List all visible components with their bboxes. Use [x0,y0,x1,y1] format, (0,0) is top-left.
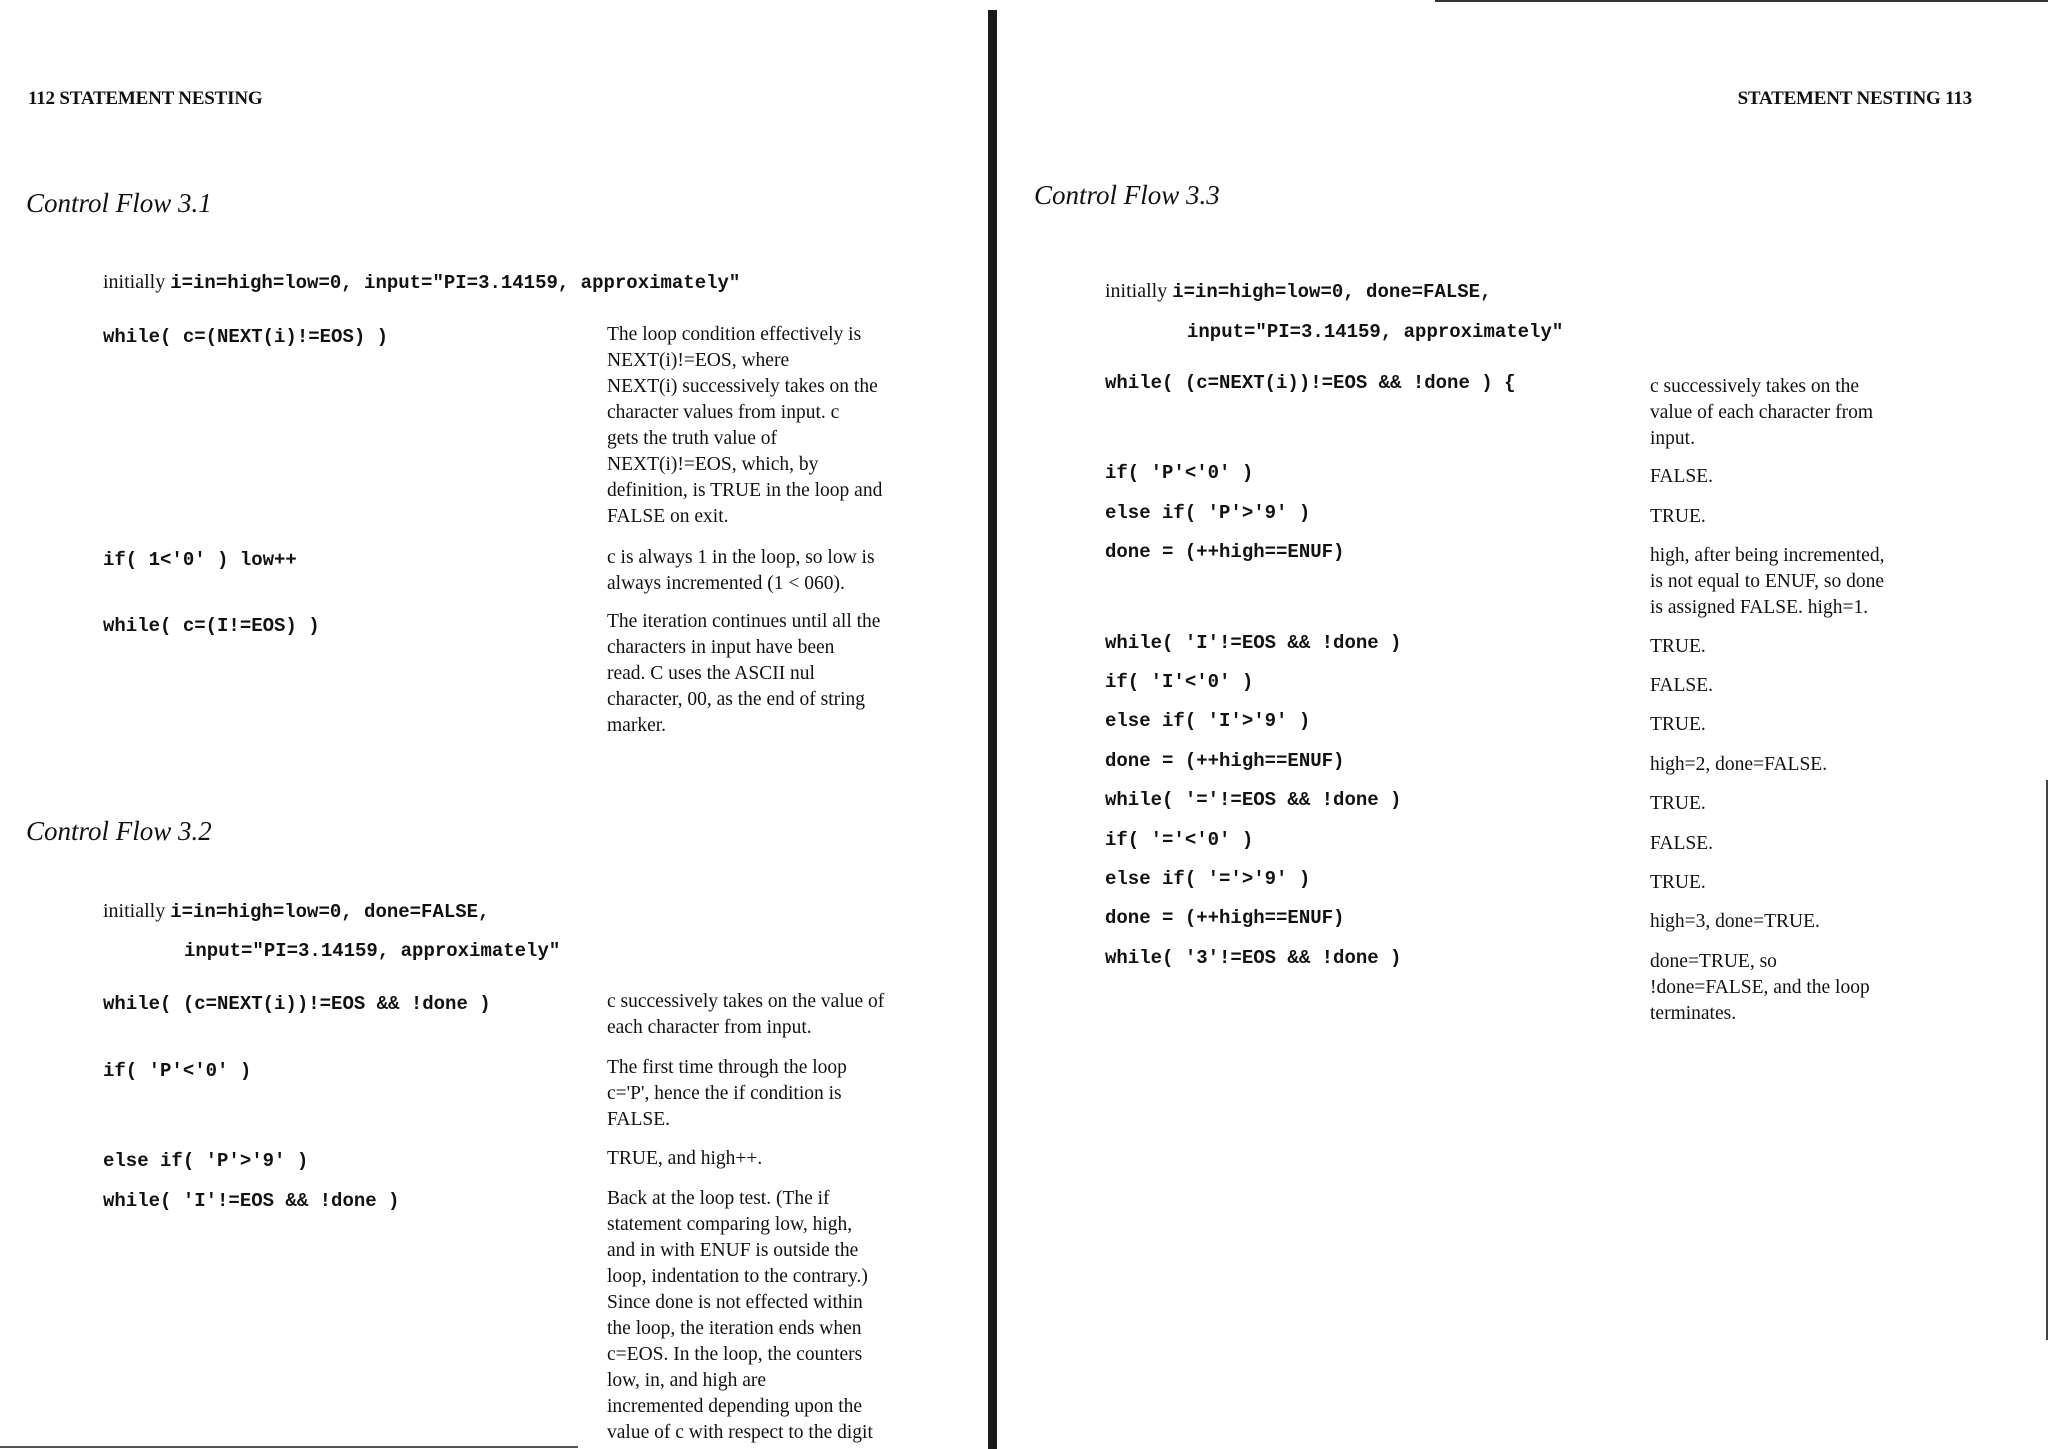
cf32-init-code: i=in=high=low=0, done=FALSE, [170,901,490,923]
cf33-code-line: done = (++high==ENUF) [1105,541,1345,563]
cf33-code-line: else if( 'P'>'9' ) [1105,502,1311,524]
cf32-annotation: Back at the loop test. (The if statement comparing low, high, and in with ENUF is outside the loop, indentation to the contrary.) Since done is not effected within the loop, the iteration ends when c=EOS. In the loop, the counters low, in, and high are incremented depending upon the value of c with respect to the digit [607,1188,873,1443]
cf32-annotation: c successively takes on the value of each character from input. [607,991,885,1038]
cf33-code-line: if( 'I'<'0' ) [1105,671,1254,693]
cf31-code-line: while( c=(I!=EOS) ) [103,615,320,637]
control-flow-3-1-title: Control Flow 3.1 [26,188,212,218]
cf33-code-line: while( '3'!=EOS && !done ) [1105,947,1402,969]
cf31-code-line: if( 1<'0' ) low++ [103,549,297,571]
cf31-annotation: c is always 1 in the loop, so low is always incremented (1 < 060). [607,547,875,594]
running-header-right: STATEMENT NESTING 113 [1737,88,1972,109]
cf33-annotation: TRUE. [1650,506,1706,527]
right-page [1000,0,2048,1449]
cf33-code-line: done = (++high==ENUF) [1105,907,1345,929]
cf33-annotation: TRUE. [1650,793,1706,814]
cf32-annotation: TRUE, and high++. [607,1148,763,1169]
book-gutter [988,10,997,1449]
cf33-initial-conditions [1105,280,1491,303]
cf33-code-line: done = (++high==ENUF) [1105,750,1345,772]
cf32-init-word: initially [103,900,171,922]
cf33-annotation: FALSE. [1650,466,1714,487]
cf32-annotation: The first time through the loop c='P', hence the if condition is FALSE. [607,1057,847,1130]
cf31-annotation: The iteration continues until all the characters in input have been read. C uses the ASCII nul character, 00, as the end of string marker. [607,611,881,736]
cf33-init-code-cont: input="PI=3.14159, approximately" [1187,321,1564,343]
cf33-annotation: high=2, done=FALSE. [1650,754,1828,775]
cf33-code-line: if( '='<'0' ) [1105,829,1254,851]
cf32-initial-conditions-cont [184,939,560,962]
control-flow-3-3-title: Control Flow 3.3 [1034,180,1220,210]
control-flow-3-2-title: Control Flow 3.2 [26,816,212,846]
cf32-code-line: else if( 'P'>'9' ) [103,1150,309,1172]
cf31-annotation: The loop condition effectively is NEXT(i)!=EOS, where NEXT(i) successively takes on the character values from input. c gets the truth value of NEXT(i)!=EOS, which, by definition, is TRUE in the loop and FALSE on exit. [607,324,883,527]
cf33-code-line: if( 'P'<'0' ) [1105,462,1254,484]
cf33-init-word: initially [1105,280,1173,302]
cf33-annotation: high=3, done=TRUE. [1650,911,1820,932]
cf33-code-line: while( '='!=EOS && !done ) [1105,789,1402,811]
left-page [0,0,985,1449]
cf33-annotation: done=TRUE, so !done=FALSE, and the loop terminates. [1650,951,1870,1024]
cf33-annotation: c successively takes on the value of each character from input. [1650,376,1874,449]
cf33-code-line: else if( '='>'9' ) [1105,868,1311,890]
cf31-initial-conditions [103,271,740,294]
cf31-code-line: while( c=(NEXT(i)!=EOS) ) [103,326,389,348]
cf33-code-line: else if( 'I'>'9' ) [1105,710,1311,732]
running-header-left: 112 STATEMENT NESTING [28,88,263,109]
cf33-annotation: TRUE. [1650,714,1706,735]
cf32-code-line: if( 'P'<'0' ) [103,1060,252,1082]
cf33-code-line: while( 'I'!=EOS && !done ) [1105,632,1402,654]
cf33-annotation: FALSE. [1650,833,1714,854]
cf33-initial-conditions-cont [1187,320,1563,343]
cf33-annotation: TRUE. [1650,636,1706,657]
cf33-init-code: i=in=high=low=0, done=FALSE, [1172,281,1492,303]
cf32-code-line: while( (c=NEXT(i))!=EOS && !done ) [103,993,491,1015]
cf31-init-word: initially [103,271,171,293]
cf32-code-line: while( 'I'!=EOS && !done ) [103,1190,400,1212]
cf32-init-code-cont: input="PI=3.14159, approximately" [184,940,561,962]
cf33-annotation: TRUE. [1650,872,1706,893]
cf33-code-line: while( (c=NEXT(i))!=EOS && !done ) { [1105,372,1516,394]
cf33-annotation: FALSE. [1650,675,1714,696]
cf32-initial-conditions [103,900,489,923]
cf33-annotation: high, after being incremented, is not equal to ENUF, so done is assigned FALSE. high=1. [1650,545,1885,618]
cf31-init-code: i=in=high=low=0, input="PI=3.14159, approximately" [170,272,741,294]
